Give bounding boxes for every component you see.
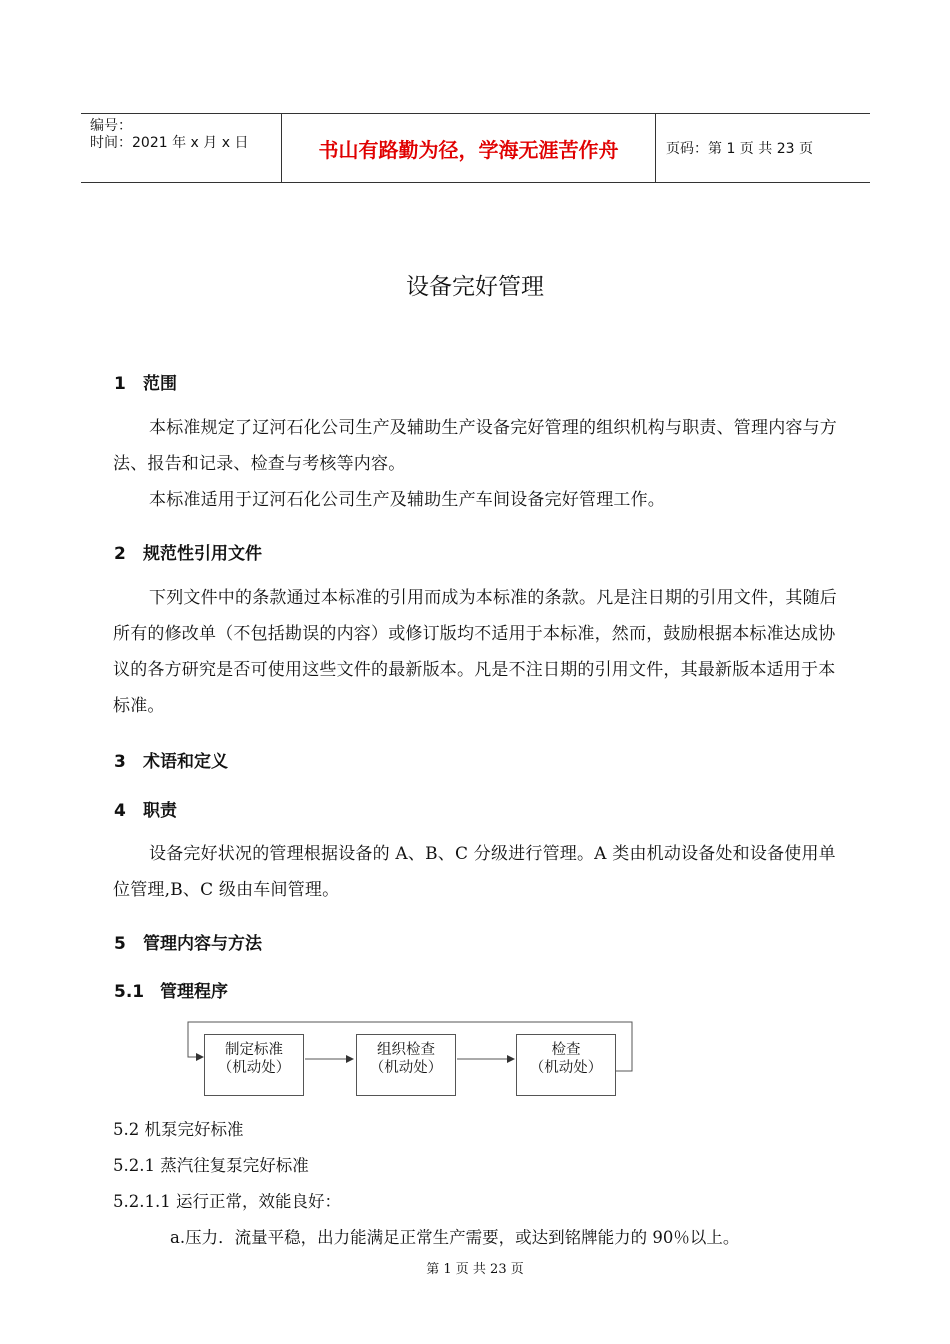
section-number: 5 <box>114 934 126 954</box>
section-title: 职责 <box>143 801 177 821</box>
flow-box-organize-inspection <box>356 1034 456 1096</box>
box-label: 制定标准 <box>225 1042 283 1058</box>
flow-box-define-standard <box>204 1034 304 1096</box>
paragraph: 本标准规定了辽河石化公司生产及辅助生产设备完好管理的组织机构与职责、管理内容与方法、报告和记录、检查与考核等内容。 <box>113 418 837 474</box>
section-number: 5.1 <box>114 982 145 1002</box>
section-number: 1 <box>114 374 126 394</box>
paragraph: 下列文件中的条款通过本标准的引用而成为本标准的条款。凡是注日期的引用文件，其随后所有的修改单（不包括勘误的内容）或修订版均不适用于本标准，然而，鼓励根据本标准达成协议的各方研究是否可使用这些文件的最新版本。凡是不注日期的引用文件，其最新版本适用于本标准。 <box>113 588 837 716</box>
time-label: 时间：2021 年 x 月 x 日 <box>90 135 249 151</box>
page-footer: 第 1 页 共 23 页 <box>426 1262 524 1277</box>
subsection-5-2-1: 5.2.1 蒸汽往复泵完好标准 <box>113 1156 309 1175</box>
header-page-number: 页码：第 1 页 共 23 页 <box>666 141 813 157</box>
paragraph: 设备完好状况的管理根据设备的 A、B、C 分级进行管理。A 类由机动设备处和设备使用单位管理,B、C 级由车间管理。 <box>113 844 836 900</box>
subsection-5-2-1-1: 5.2.1.1 运行正常，效能良好： <box>113 1192 341 1211</box>
box-sublabel: （机动处） <box>369 1060 443 1076</box>
header-motto: 书山有路勤为径，学海无涯苦作舟 <box>318 137 619 162</box>
box-sublabel: （机动处） <box>529 1060 603 1076</box>
box-sublabel: （机动处） <box>217 1060 291 1076</box>
paragraph: 本标准适用于辽河石化公司生产及辅助生产车间设备完好管理工作。 <box>149 490 665 510</box>
section-number: 2 <box>114 544 126 564</box>
section-title: 范围 <box>143 374 177 394</box>
number-label: 编号： <box>90 118 132 134</box>
box-label: 检查 <box>551 1042 581 1058</box>
page-title: 设备完好管理 <box>406 274 544 300</box>
subsection-5-2: 5.2 机泵完好标准 <box>113 1120 244 1139</box>
box-label: 组织检查 <box>377 1042 435 1058</box>
list-item-a: a.压力．流量平稳，出力能满足正常生产需要，或达到铭牌能力的 90％以上。 <box>170 1228 740 1247</box>
section-title: 规范性引用文件 <box>143 544 262 564</box>
section-title: 管理程序 <box>160 982 228 1002</box>
section-title: 术语和定义 <box>143 752 228 772</box>
section-number: 4 <box>114 801 126 821</box>
flow-box-inspection <box>516 1034 616 1096</box>
section-number: 3 <box>114 752 126 772</box>
section-title: 管理内容与方法 <box>143 934 262 954</box>
